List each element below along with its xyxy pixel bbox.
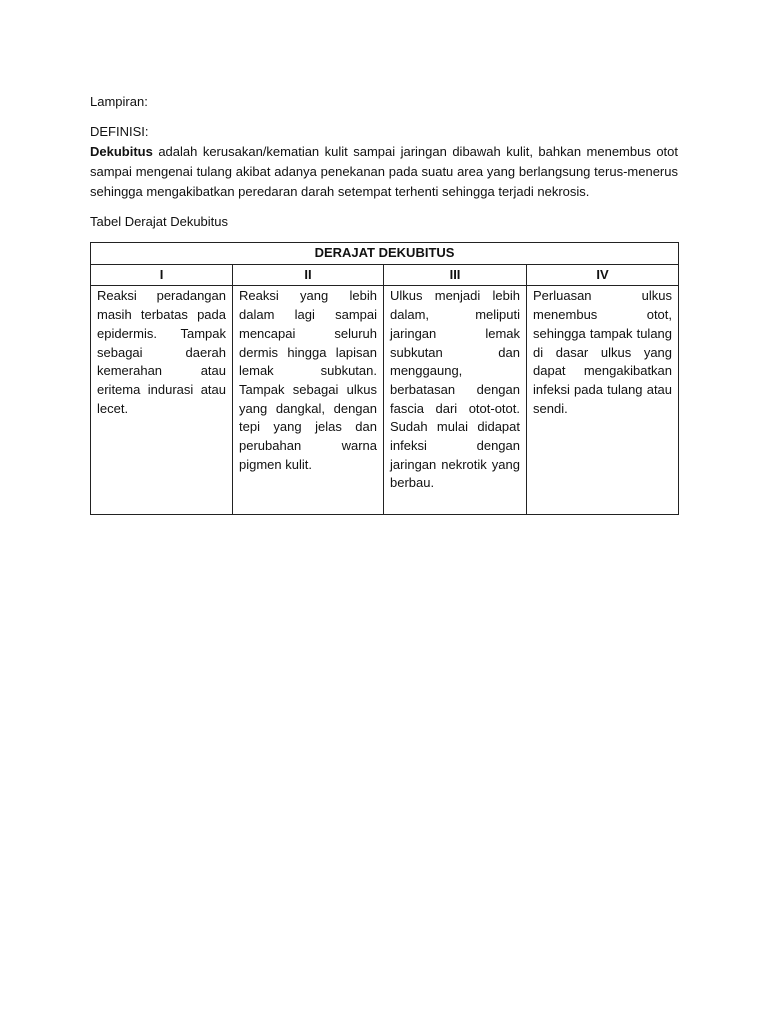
column-header-i: I: [91, 264, 233, 286]
column-header-ii: II: [233, 264, 384, 286]
table-header-row: [91, 264, 679, 286]
cell-derajat-ii: Reaksi yang lebih dalam lagi sampai mencapai seluruh dermis hingga lapisan lemak subkutan. Tampak sebagai ulkus yang dangkal, dengan tepi yang jelas dan perubahan warna pigmen kulit.: [233, 286, 384, 515]
document-page: [90, 92, 678, 515]
cell-derajat-iv: Perluasan ulkus menembus otot, sehingga tampak tulang di dasar ulkus yang dapat mengakibatkan infeksi pada tulang atau sendi.: [527, 286, 679, 515]
table-title: DERAJAT DEKUBITUS: [91, 243, 679, 265]
definition-term: Dekubitus: [90, 144, 153, 159]
table-title-row: [91, 243, 679, 265]
column-header-iv: IV: [527, 264, 679, 286]
definition-label: DEFINISI:: [90, 124, 149, 139]
derajat-dekubitus-table: [90, 242, 679, 515]
lampiran-heading: Lampiran:: [90, 94, 148, 109]
column-header-iii: III: [384, 264, 527, 286]
definition-paragraph: [90, 142, 678, 202]
table-caption: Tabel Derajat Dekubitus: [90, 214, 229, 229]
cell-derajat-i: Reaksi peradangan masih terbatas pada epidermis. Tampak sebagai daerah kemerahan atau eritema indurasi atau lecet.: [91, 286, 233, 515]
table-row: [91, 286, 679, 515]
cell-derajat-iii: Ulkus menjadi lebih dalam, meliputi jaringan lemak subkutan dan menggaung, berbatasan dengan fascia dari otot-otot. Sudah mulai didapat infeksi dengan jaringan nekrotik yang berbau.: [384, 286, 527, 515]
definition-text: adalah kerusakan/kematian kulit sampai jaringan dibawah kulit, bahkan menembus otot sampai mengenai tulang akibat adanya penekanan pada suatu area yang berlangsung terus-menerus sehingga mengakibatkan peredaran darah setempat terhenti sehingga terjadi nekrosis.: [90, 144, 678, 199]
